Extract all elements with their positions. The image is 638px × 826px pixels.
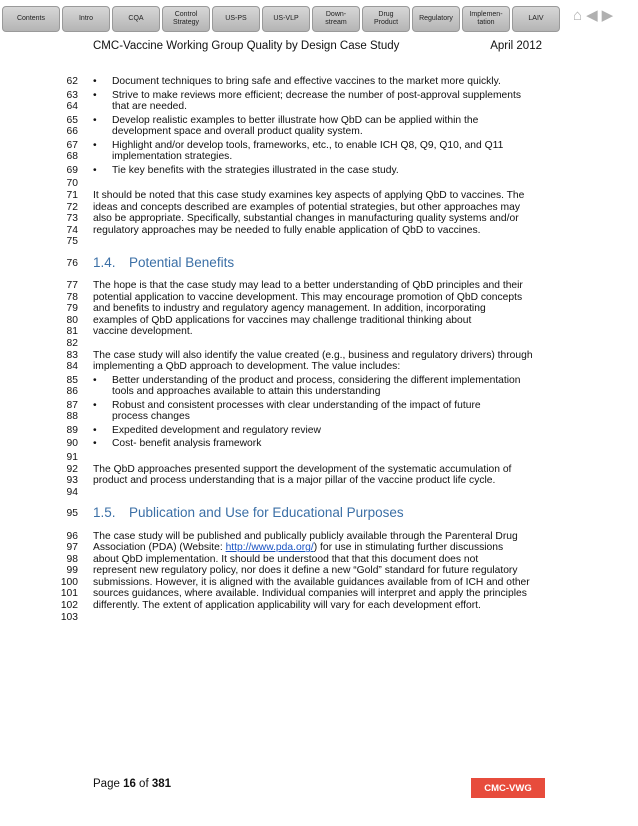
tab-implemen-tation[interactable]: Implemen- tation: [462, 6, 510, 32]
line-number: 94: [66, 486, 78, 498]
bullet-icon: •: [93, 424, 97, 436]
paragraph-line: submissions. However, it is aligned with the available guidances available from of ICH and other: [93, 576, 530, 588]
next-page-icon[interactable]: ▶: [601, 7, 614, 24]
bullet-icon: •: [93, 438, 97, 450]
link-suffix: ) for use in stimulating further discussions: [313, 542, 504, 554]
tab-drug-product[interactable]: Drug Product: [362, 6, 410, 32]
document-title: CMC-Vaccine Working Group Quality by Design Case Study: [93, 40, 400, 52]
line-number: 72: [66, 201, 78, 213]
line-number: 67: [66, 139, 78, 151]
line-number: 78: [66, 291, 78, 303]
line-number: 103: [60, 611, 78, 623]
section-title: Publication and Use for Educational Purposes: [129, 505, 404, 521]
line-number: 69: [66, 164, 78, 176]
page-label: Page: [93, 778, 124, 790]
bullet-text-continued: implementation strategies.: [112, 151, 233, 163]
link-prefix: Association (PDA) (Website:: [93, 542, 226, 554]
cmc-vwg-badge: CMC-VWG: [471, 778, 545, 798]
paragraph-line: [93, 542, 548, 553]
line-number: 91: [66, 451, 78, 463]
paragraph-line: regulatory approaches may be needed to fully enable application of QbD to vaccines.: [93, 224, 481, 236]
line-number: 102: [60, 600, 78, 611]
bullet-text: Cost- benefit analysis framework: [112, 438, 262, 450]
bullet-text: Better understanding of the product and process, considering the different implementation: [112, 374, 521, 386]
paragraph-line: and benefits to industry and regulatory agency management. In addition, incorporating: [93, 303, 486, 315]
line-number: 75: [66, 236, 78, 248]
tab-us-ps[interactable]: US-PS: [212, 6, 260, 32]
bullet-text: Robust and consistent processes with clear understanding of the impact of future: [112, 399, 481, 411]
line-number: 95: [66, 508, 78, 520]
line-number: 88: [66, 411, 78, 423]
bullet-icon: •: [93, 164, 97, 176]
line-number: 62: [66, 76, 78, 87]
bullet-text-continued: process changes: [112, 411, 190, 423]
section-title: Potential Benefits: [129, 254, 235, 270]
line-number: 65: [66, 114, 78, 126]
line-number: 68: [66, 151, 78, 163]
tab-control-strategy[interactable]: Control Strategy: [162, 6, 210, 32]
line-number: 79: [66, 303, 78, 315]
page-footer: [93, 778, 171, 790]
paragraph-line: The case study will also identify the value created (e.g., business and regulatory drivers) through: [93, 349, 533, 361]
line-number: 74: [66, 224, 78, 236]
line-number: 76: [66, 257, 78, 269]
line-number: 64: [66, 101, 78, 113]
bullet-icon: •: [93, 139, 97, 151]
line-number: 87: [66, 399, 78, 411]
tab-cqa[interactable]: CQA: [112, 6, 160, 32]
page-number: 16: [123, 778, 136, 790]
line-number: 77: [66, 280, 78, 292]
line-number: 99: [66, 565, 78, 577]
bullet-icon: •: [93, 114, 97, 126]
line-number: 92: [66, 463, 78, 475]
paragraph-line: potential application to vaccine development. This may encourage promotion of QbD concepts: [93, 291, 523, 303]
bullet-text-continued: that are needed.: [112, 101, 187, 113]
line-number: 97: [66, 542, 78, 554]
tab-contents[interactable]: Contents: [2, 6, 60, 32]
bullet-text-continued: development space and overall product quality system.: [112, 126, 363, 138]
section-number: 1.4.: [93, 254, 116, 270]
line-number: 89: [66, 424, 78, 436]
tab-intro[interactable]: Intro: [62, 6, 110, 32]
section-heading: [93, 255, 234, 270]
paragraph-line: product and process understanding that is a major pillar of the vaccine product life cycle.: [93, 475, 496, 487]
line-number: 82: [66, 338, 78, 349]
bullet-text: Develop realistic examples to better illustrate how QbD can be applied within the: [112, 114, 479, 126]
bullet-text: Strive to make reviews more efficient; decrease the number of post-approval supplements: [112, 89, 522, 101]
paragraph-line: ideas and concepts described are examples of potential strategies, but other approaches may: [93, 201, 521, 213]
pda-website-link[interactable]: http://www.pda.org/: [225, 542, 314, 554]
line-number: 70: [66, 178, 78, 190]
paragraph-line: It should be noted that this case study examines key aspects of applying QbD to vaccines. The: [93, 189, 525, 201]
home-icon[interactable]: ⌂: [573, 7, 583, 24]
bullet-icon: •: [93, 76, 97, 87]
paragraph-line: examples of QbD applications for vaccines may challenge traditional thinking about: [93, 314, 472, 326]
bullet-text-continued: tools and approaches available to attain this understanding: [112, 386, 381, 398]
page-header: [93, 40, 542, 52]
line-number: 84: [66, 361, 78, 373]
line-number: 93: [66, 475, 78, 487]
line-number: 85: [66, 374, 78, 386]
paragraph-line: The case study will be published and publically publicly available through the Parenteral Drug: [93, 530, 518, 542]
tab-regulatory[interactable]: Regulatory: [412, 6, 460, 32]
line-number: 96: [66, 530, 78, 542]
paragraph-line: differently. The extent of application applicability will vary for each development effort.: [93, 600, 481, 611]
paragraph-line: sources guidances, where available. Individual companies will interpret and apply the principles: [93, 588, 527, 600]
page-total: 381: [151, 778, 172, 790]
line-number: 86: [66, 386, 78, 398]
line-number: 80: [66, 314, 78, 326]
line-number: 63: [66, 89, 78, 101]
line-number: 66: [66, 126, 78, 138]
document-date: April 2012: [490, 40, 542, 52]
line-number: 71: [66, 189, 78, 201]
tab-laiv[interactable]: LAIV: [512, 6, 560, 32]
paragraph-line: also be appropriate. Specifically, substantial changes in manufacturing quality systems and/or: [93, 213, 519, 225]
bullet-text: Tie key benefits with the strategies illustrated in the case study.: [112, 164, 399, 176]
section-heading: [93, 505, 404, 520]
paragraph-line: about QbD implementation. It should be understood that that this document does not: [93, 553, 479, 565]
line-number: 101: [60, 588, 78, 600]
line-number: 81: [66, 326, 78, 338]
bullet-text: Document techniques to bring safe and effective vaccines to the market more quickly.: [112, 76, 501, 87]
paragraph-line: The hope is that the case study may lead to a better understanding of QbD principles and their: [93, 280, 523, 292]
bullet-text: Highlight and/or develop tools, frameworks, etc., to enable ICH Q8, Q9, Q10, and Q11: [112, 139, 504, 151]
page-of: of: [135, 778, 152, 790]
section-number: 1.5.: [93, 505, 116, 521]
bullet-icon: •: [93, 399, 97, 411]
line-number: 100: [60, 576, 78, 588]
paragraph-line: vaccine development.: [93, 326, 193, 338]
line-number: 73: [66, 213, 78, 225]
nav-controls: [573, 8, 613, 24]
tab-us-vlp[interactable]: US-VLP: [262, 6, 310, 32]
line-number: 98: [66, 553, 78, 565]
prev-page-icon[interactable]: ◀: [586, 7, 598, 24]
paragraph-line: The QbD approaches presented support the development of the systematic accumulation of: [93, 463, 512, 475]
paragraph-line: implementing a QbD approach to development. The value includes:: [93, 361, 401, 373]
line-number: 83: [66, 349, 78, 361]
paragraph-line: represent new regulatory policy, nor does it define a new “Gold” standard for future regulatory: [93, 565, 518, 577]
tab-down-stream[interactable]: Down- stream: [312, 6, 360, 32]
line-number: 90: [66, 438, 78, 450]
bullet-icon: •: [93, 89, 97, 101]
bullet-icon: •: [93, 374, 97, 386]
nav-tabs: [2, 6, 582, 32]
bullet-text: Expedited development and regulatory review: [112, 424, 321, 436]
